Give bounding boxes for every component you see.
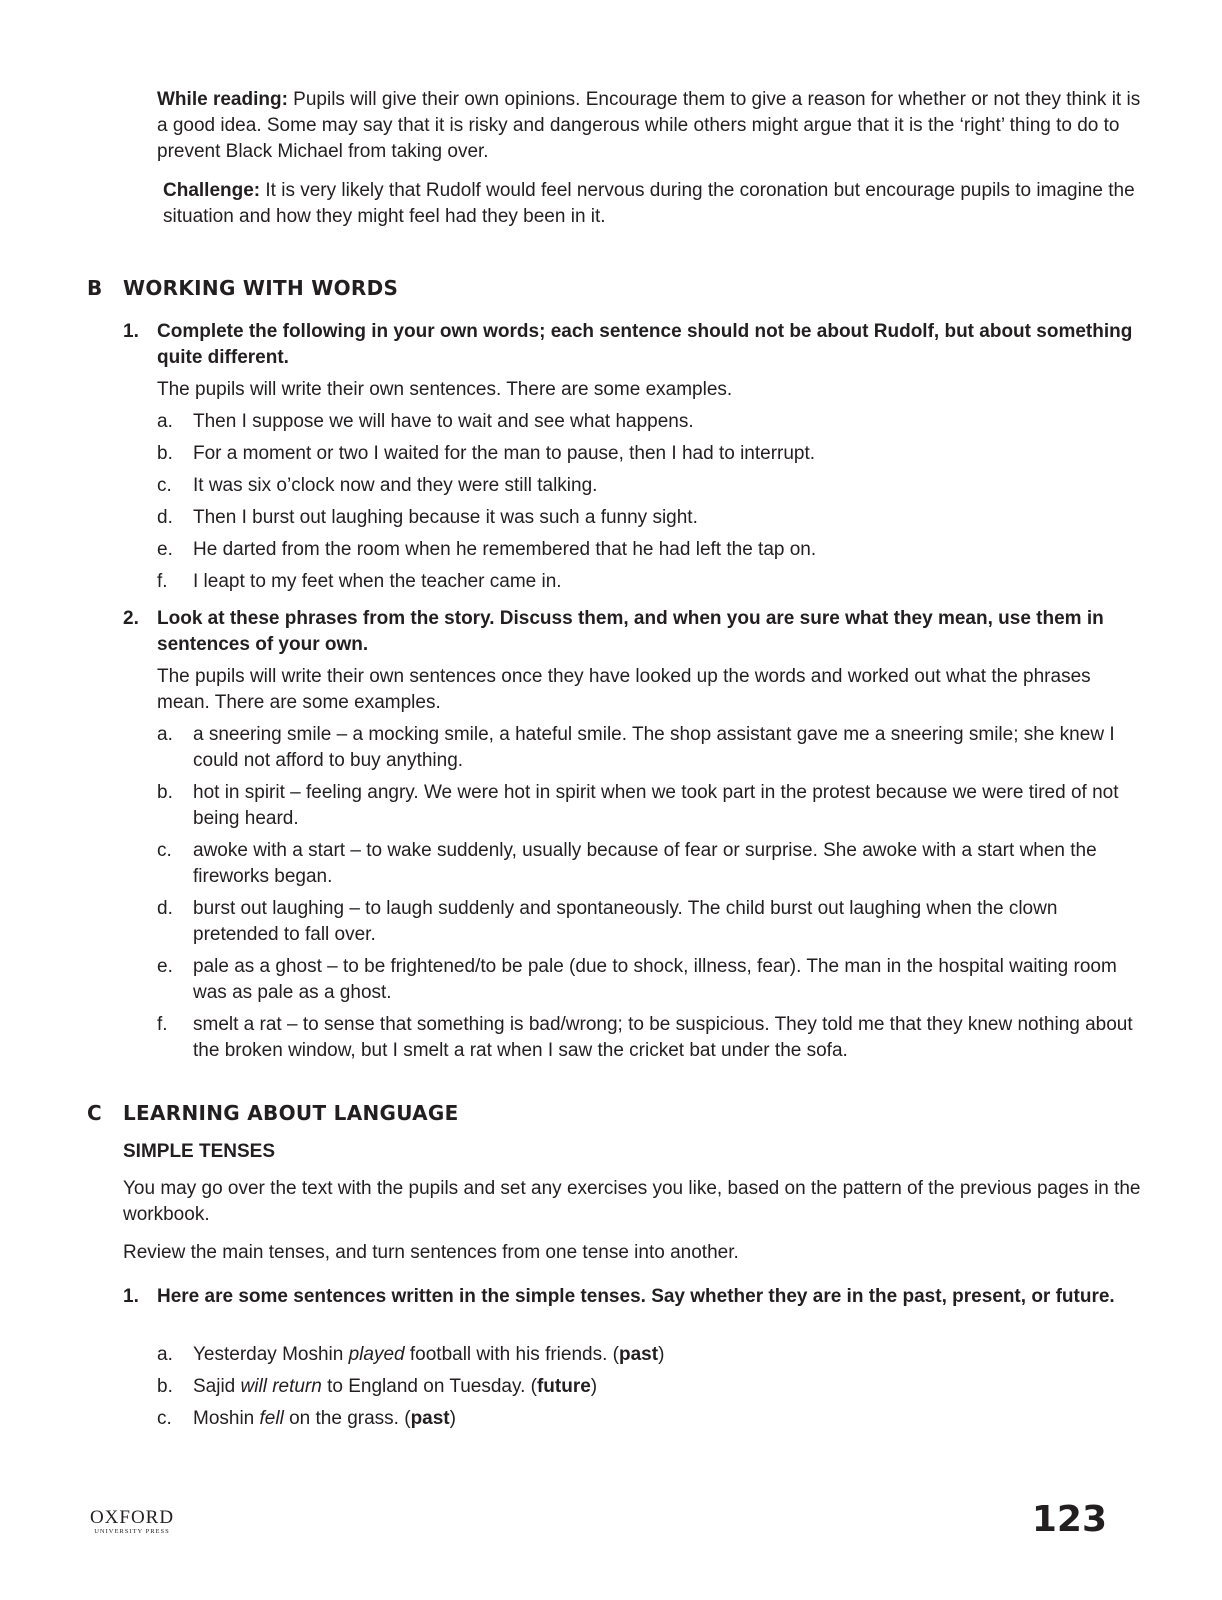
item-label: f. bbox=[157, 571, 168, 592]
while-reading-paragraph bbox=[157, 87, 1142, 165]
challenge-paragraph bbox=[163, 178, 1143, 230]
item-text: Yesterday Moshin bbox=[193, 1344, 349, 1365]
item-text: Then I suppose we will have to wait and see what happens. bbox=[193, 411, 694, 432]
while-reading-label: While reading: bbox=[157, 89, 288, 110]
item-label: a. bbox=[157, 411, 173, 432]
list-item bbox=[157, 1374, 1142, 1400]
question-text: Look at these phrases from the story. Discuss them, and when you are sure what they mean, use them in sentences of your own. bbox=[157, 608, 1104, 655]
item-label: b. bbox=[157, 1376, 173, 1397]
item-label: c. bbox=[157, 1408, 172, 1429]
item-text: pale as a ghost – to be frightened/to be pale (due to shock, illness, fear). The man in the hospital waiting room was as pale as a ghost. bbox=[193, 956, 1117, 1003]
item-text: Sajid bbox=[193, 1376, 241, 1397]
section-b-letter: B bbox=[87, 276, 103, 300]
list-item bbox=[157, 505, 1142, 531]
question-number: 2. bbox=[123, 608, 139, 629]
list-item bbox=[157, 780, 1142, 832]
list-item bbox=[157, 409, 1142, 435]
question-text: Complete the following in your own words; each sentence should not be about Rudolf, but about something quite different. bbox=[157, 321, 1133, 368]
item-text: to England on Tuesday. ( bbox=[321, 1376, 537, 1397]
item-label: e. bbox=[157, 539, 173, 560]
section-b-question-1 bbox=[123, 319, 1143, 371]
item-text: He darted from the room when he remembered that he had left the tap on. bbox=[193, 539, 817, 560]
item-text: awoke with a start – to wake suddenly, usually because of fear or surprise. She awoke with a start when the fireworks began. bbox=[193, 840, 1097, 887]
section-c-heading bbox=[87, 1100, 459, 1126]
item-label: b. bbox=[157, 782, 173, 803]
section-c-paragraph-2: Review the main tenses, and turn sentences from one tense into another. bbox=[123, 1242, 739, 1263]
item-answer: past bbox=[618, 1344, 659, 1365]
list-item bbox=[157, 838, 1142, 890]
item-text: a sneering smile – a mocking smile, a hateful smile. The shop assistant gave me a sneering smile; she knew I could not afford to buy anything. bbox=[193, 724, 1115, 771]
item-text: For a moment or two I waited for the man to pause, then I had to interrupt. bbox=[193, 443, 816, 464]
publisher-subname: UNIVERSITY PRESS bbox=[94, 1528, 170, 1535]
list-item bbox=[157, 896, 1142, 948]
list-item bbox=[157, 1406, 1142, 1432]
section-b-q2-answers bbox=[157, 722, 1142, 1064]
section-c-paragraph-1: You may go over the text with the pupils and set any exercises you like, based on the pattern of the previous pages in the workbook. bbox=[123, 1178, 1141, 1225]
publisher-name: OXFORD bbox=[89, 1507, 175, 1528]
question-number: 1. bbox=[123, 321, 139, 342]
question-number: 1. bbox=[123, 1286, 139, 1307]
section-b-q2-intro: The pupils will write their own sentences once they have looked up the words and worked out what the phrases mean. There are some examples. bbox=[157, 666, 1091, 713]
item-verb: will return bbox=[240, 1376, 322, 1397]
while-reading-text: Pupils will give their own opinions. Encourage them to give a reason for whether or not they think it is a good idea. Some may say that it is risky and dangerous while others might argue that it is the ‘right’ thing to do to prevent Black Michael from taking over. bbox=[157, 89, 1141, 162]
item-text: Then I burst out laughing because it was such a funny sight. bbox=[193, 507, 698, 528]
section-b-heading bbox=[87, 275, 398, 301]
item-verb: played bbox=[348, 1344, 405, 1365]
section-c-letter: C bbox=[87, 1101, 102, 1125]
item-text: ) bbox=[449, 1408, 456, 1429]
section-b-q1-answers bbox=[157, 409, 1142, 595]
section-c-q1-answers bbox=[157, 1342, 1142, 1432]
item-label: e. bbox=[157, 956, 173, 977]
item-text: burst out laughing – to laugh suddenly and spontaneously. The child burst out laughing when the clown pretended to fall over. bbox=[193, 898, 1058, 945]
section-c-subtitle: SIMPLE TENSES bbox=[123, 1141, 276, 1162]
question-text: Here are some sentences written in the simple tenses. Say whether they are in the past, present, or future. bbox=[157, 1286, 1115, 1307]
item-text: Moshin bbox=[193, 1408, 260, 1429]
list-item bbox=[157, 722, 1142, 774]
list-item bbox=[157, 954, 1142, 1006]
item-text: on the grass. ( bbox=[283, 1408, 411, 1429]
item-text: I leapt to my feet when the teacher came in. bbox=[193, 571, 562, 592]
item-verb: fell bbox=[259, 1408, 284, 1429]
item-label: a. bbox=[157, 724, 173, 745]
list-item bbox=[157, 1342, 1142, 1368]
item-text: hot in spirit – feeling angry. We were hot in spirit when we took part in the protest because we were tired of not being heard. bbox=[193, 782, 1119, 829]
section-c-question-1 bbox=[123, 1284, 1143, 1310]
list-item bbox=[157, 1012, 1142, 1064]
item-answer: future bbox=[536, 1376, 591, 1397]
challenge-label: Challenge: bbox=[163, 180, 261, 201]
item-text: ) bbox=[658, 1344, 665, 1365]
section-c-title: LEARNING ABOUT LANGUAGE bbox=[123, 1101, 459, 1125]
item-label: c. bbox=[157, 475, 172, 496]
item-label: a. bbox=[157, 1344, 173, 1365]
list-item bbox=[157, 473, 1142, 499]
challenge-text: It is very likely that Rudolf would feel nervous during the coronation but encourage pupils to imagine the situation and how they might feel had they been in it. bbox=[163, 180, 1135, 227]
section-b-title: WORKING WITH WORDS bbox=[123, 276, 399, 300]
list-item bbox=[157, 441, 1142, 467]
item-text: smelt a rat – to sense that something is bad/wrong; to be suspicious. They told me that they knew nothing about the broken window, but I smelt a rat when I saw the cricket bat under the sofa. bbox=[193, 1014, 1133, 1061]
list-item bbox=[157, 537, 1142, 563]
section-b-question-2 bbox=[123, 606, 1143, 658]
section-b-q1-intro: The pupils will write their own sentences. There are some examples. bbox=[157, 379, 733, 400]
item-answer: past bbox=[410, 1408, 450, 1429]
page-number: 123 bbox=[1031, 1499, 1107, 1540]
item-label: f. bbox=[157, 1014, 168, 1035]
item-text: It was six o’clock now and they were still talking. bbox=[193, 475, 598, 496]
item-text: football with his friends. ( bbox=[404, 1344, 619, 1365]
item-text: ) bbox=[590, 1376, 598, 1397]
item-label: b. bbox=[157, 443, 173, 464]
item-label: c. bbox=[157, 840, 172, 861]
item-label: d. bbox=[157, 507, 173, 528]
list-item bbox=[157, 569, 1142, 595]
item-label: d. bbox=[157, 898, 173, 919]
oxford-logo bbox=[86, 1508, 178, 1536]
